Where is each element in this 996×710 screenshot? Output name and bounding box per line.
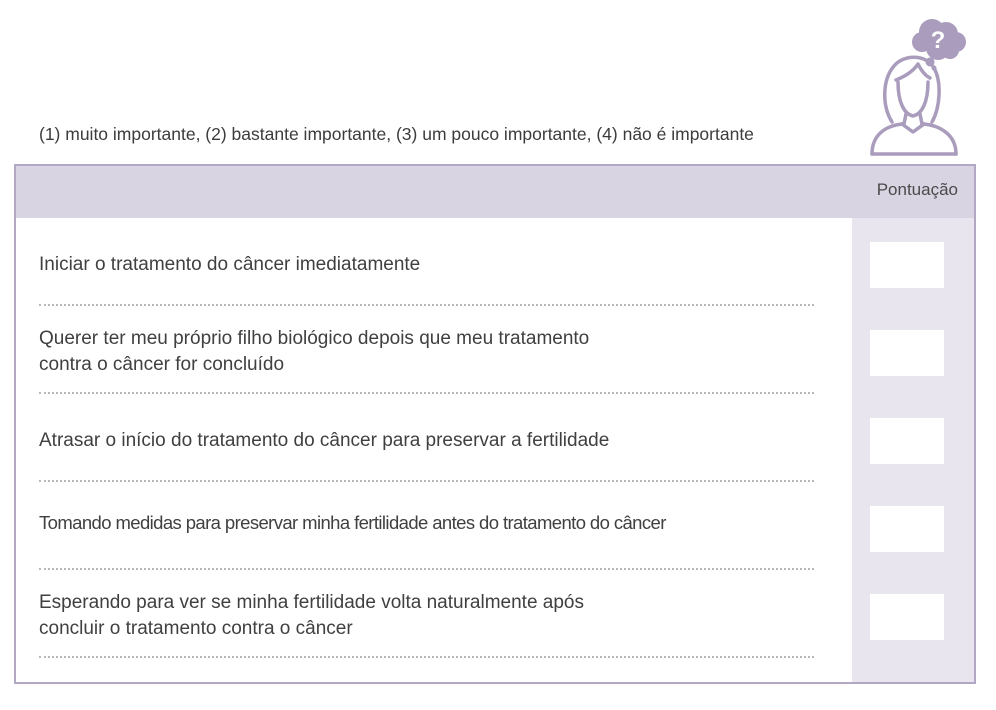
score-input-3[interactable] [870, 418, 944, 464]
svg-text:?: ? [930, 27, 946, 54]
row-label: Tomando medidas para preservar minha fertilidade antes do tratamento do câncer [39, 512, 666, 533]
row-label: Atrasar o início do tratamento do câncer para preservar a fertilidade [39, 430, 610, 451]
row-label: Querer ter meu próprio filho biológico depois que meu tratamento contra o câncer for concluído [39, 328, 590, 375]
score-input-4[interactable] [870, 506, 944, 552]
row-label: Iniciar o tratamento do câncer imediatamente [39, 254, 421, 275]
table-row [16, 306, 852, 394]
row-divider [39, 656, 814, 658]
row-label: Esperando para ver se minha fertilidade volta naturalmente após concluir o tratamento contra o câncer [39, 592, 584, 639]
table-row [16, 394, 852, 482]
table-header [16, 166, 974, 218]
score-column-header: Pontuação [876, 180, 958, 199]
score-input-2[interactable] [870, 330, 944, 376]
score-input-1[interactable] [870, 242, 944, 288]
table-row [16, 570, 852, 658]
rating-table [14, 164, 976, 684]
score-input-5[interactable] [870, 594, 944, 640]
table-row [16, 218, 852, 306]
rating-legend: (1) muito importante, (2) bastante importante, (3) um pouco importante, (4) não é importante [39, 124, 754, 144]
table-row [16, 482, 852, 570]
thinking-woman-icon [866, 10, 976, 160]
